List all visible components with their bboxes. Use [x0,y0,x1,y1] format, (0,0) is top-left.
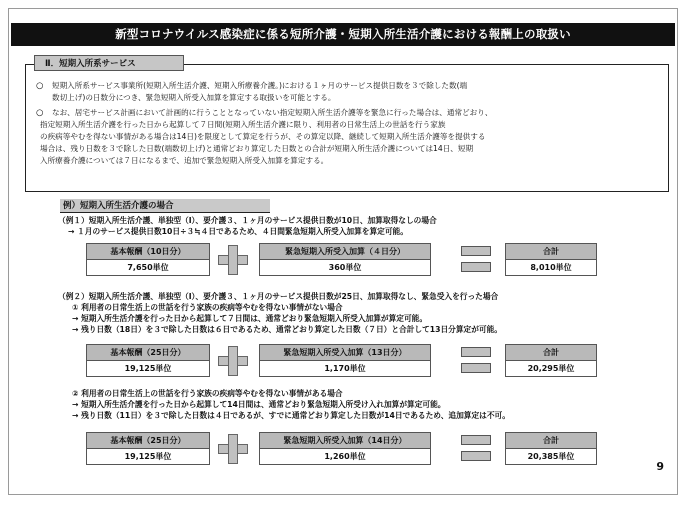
total-cell [505,432,597,465]
base-fee-head: 基本報酬（25日分） [87,433,209,449]
total-value: 8,010単位 [506,260,596,275]
emergency-addition-cell [259,243,431,276]
bullet-1-line-1: 短期入所系サービス事業所(短期入所生活介護、短期入所療養介護。)における１ヶ月のサービス提供日数を３で除した数(端 [52,81,468,90]
bullet-2-line-3: の疾病等やむを得ない事情がある場合は14日)を限度として算定を行うが、その算定以降、継続して短期入所生活介護等を提供する [40,132,486,141]
total-value: 20,295単位 [506,361,596,376]
plus-icon [218,434,248,464]
plus-icon [218,245,248,275]
base-fee-value: 19,125単位 [87,449,209,464]
example-heading: 例）短期入所生活介護の場合 [60,199,270,213]
total-head: 合計 [506,433,596,449]
example-2-case-1-note-1: → 短期入所生活介護を行った日から起算して７日間は、通常どおり緊急短期入所受入加算が算定可能。 [72,314,428,323]
emergency-addition-value: 1,260単位 [260,449,430,464]
plus-icon [218,346,248,376]
emergency-addition-head: 緊急短期入所受入加算（13日分） [260,345,430,361]
bullet-2-line-2: 指定短期入所生活介護を行った日から起算して７日間(短期入所生活介護に限り、利用者の日常生活上の世話を行う家族 [40,120,446,129]
bullet-2-line-4: 場合は、残り日数を３で除した日数(端数切上げ)と通常どおり算定した日数との合計が短期入所生活介護については14日、短期 [40,144,474,153]
equals-icon [461,434,491,462]
total-cell [505,243,597,276]
page-title: 新型コロナウイルス感染症に係る短所介護・短期入所生活介護における報酬上の取扱い [11,23,675,46]
page-number: 9 [656,460,664,473]
base-fee-head: 基本報酬（25日分） [87,345,209,361]
example-2-title: （例２）短期入所生活介護、単独型（Ⅰ）、要介護３、１ヶ月のサービス提供日数が25日、加算取得なし、緊急受入を行った場合 [58,292,499,301]
bullet-1-line-2: 数切上げ)の日数分につき、緊急短期入所受入加算を算定する取扱いを可能とする。 [52,93,336,102]
total-head: 合計 [506,345,596,361]
example-2-case-2-note-2: → 残り日数（11日）を３で除した日数は４日であるが、すでに通常どおり算定した日数が14日であるため、追加算定は不可。 [72,411,510,420]
total-cell [505,344,597,377]
base-fee-cell [86,432,210,465]
equals-icon [461,346,491,374]
example-2-case-2-note-1: → 短期入所生活介護を行った日から起算して14日間は、通常どおり緊急短期入所受け入れ加算が算定可能。 [72,400,446,409]
bullet-2-line-1: なお、居宅サービス計画において計画的に行うこととなっていない指定短期入所生活介護等を緊急に行った場合は、通常どおり、 [52,108,493,117]
emergency-addition-cell [259,432,431,465]
example-1-title: （例１）短期入所生活介護、単独型（Ⅰ）、要介護３、１ヶ月のサービス提供日数が10日、加算取得なしの場合 [58,216,437,225]
bullet-mark: ○ [36,108,44,118]
equals-icon [461,245,491,273]
section-label: Ⅱ．短期入所系サービス [34,55,184,71]
emergency-addition-cell [259,344,431,377]
total-head: 合計 [506,244,596,260]
total-value: 20,385単位 [506,449,596,464]
emergency-addition-head: 緊急短期入所受入加算（４日分） [260,244,430,260]
emergency-addition-value: 360単位 [260,260,430,275]
base-fee-head: 基本報酬（10日分） [87,244,209,260]
emergency-addition-value: 1,170単位 [260,361,430,376]
bullet-mark: ○ [36,81,44,91]
example-1-note: → １月のサービス提供日数10日÷３≒４日であるため、４日間緊急短期入所受入加算を算定可能。 [68,227,408,236]
base-fee-cell [86,344,210,377]
example-2-case-2-title: ② 利用者の日常生活上の世話を行う家族の疾病等やむを得ない事情がある場合 [72,389,343,398]
base-fee-value: 19,125単位 [87,361,209,376]
emergency-addition-head: 緊急短期入所受入加算（14日分） [260,433,430,449]
base-fee-cell [86,243,210,276]
example-2-case-1-title: ① 利用者の日常生活上の世話を行う家族の疾病等やむを得ない事情がない場合 [72,303,343,312]
bullet-2-line-5: 入所療養介護については７日になるまで、追加で緊急短期入所受入加算を算定する。 [40,156,329,165]
base-fee-value: 7,650単位 [87,260,209,275]
example-2-case-1-note-2: → 残り日数（18日）を３で除した日数は６日であるため、通常どおり算定した日数（７日）と合計して13日分算定が可能。 [72,325,502,334]
